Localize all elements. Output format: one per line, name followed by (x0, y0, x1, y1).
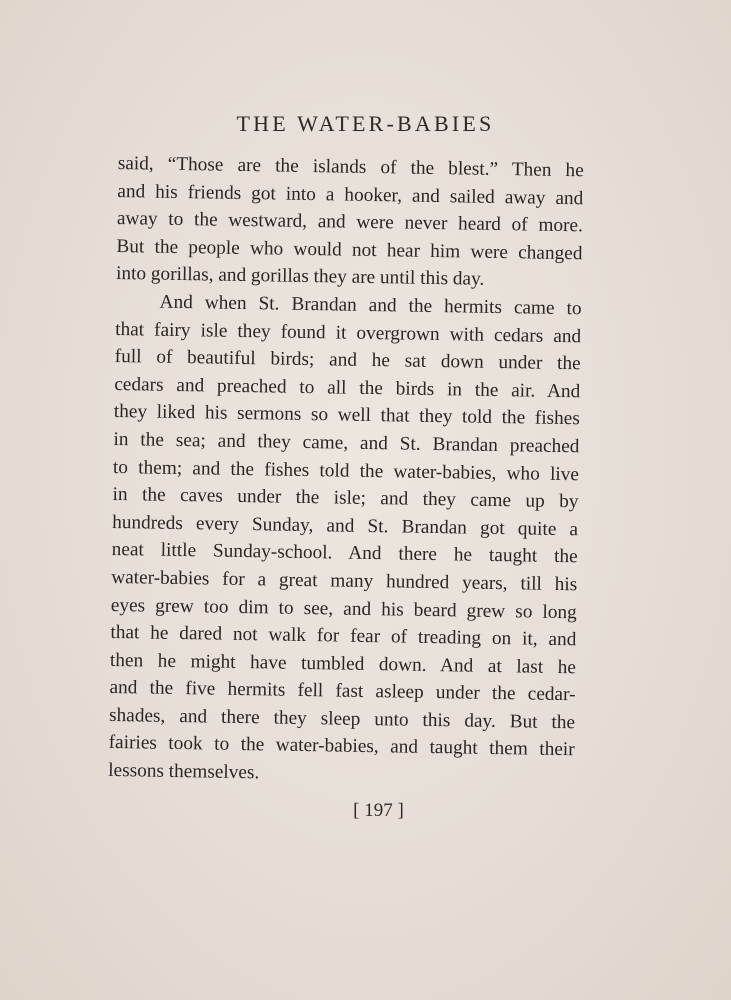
text-line: eyes grew too dim to see, and his beard grew so long (110, 594, 577, 623)
text-line: into gorillas, and gorillas they are until this day. (115, 263, 485, 291)
running-head: THE WATER-BABIES (236, 111, 495, 136)
text-line: away to the westward, and were never heard of more. (116, 208, 584, 237)
text-line: that fairy isle they found it overgrown with cedars and (115, 318, 582, 347)
text-line: cedars and preached to all the birds in the air. And (114, 373, 581, 403)
text-line: and his friends got into a hooker, and sailed away and (117, 180, 584, 209)
text-line: fairies took to the water-babies, and taught them their (108, 732, 575, 761)
body-text (108, 150, 584, 792)
text-line: in the sea; and they came, and St. Brandan preached (113, 428, 580, 458)
text-line: then he might have tumbled down. And at last he (109, 649, 577, 678)
text-line: in the caves under the isle; and they came up by (112, 484, 579, 513)
paragraph-start-line: And when St. Brandan and the hermits came to (159, 291, 582, 320)
text-line: lessons themselves. (108, 759, 260, 784)
text-line: hundreds every Sunday, and St. Brandan got quite a (111, 511, 579, 540)
text-line: neat little Sunday-school. And there he taught the (111, 539, 578, 568)
text-line: full of beautiful birds; and he sat down under the (114, 346, 581, 375)
text-line: But the people who would not hear him were changed (116, 235, 583, 265)
text-line: water-babies for a great many hundred years, till his (111, 566, 578, 596)
text-line: they liked his sermons so well that they told the fishes (113, 401, 580, 430)
text-line: that he dared not walk for fear of treading on it, and (110, 622, 577, 651)
page-number: [ 197 ] (353, 800, 404, 821)
text-line: said, “Those are the islands of the blest.” Then he (117, 152, 584, 182)
text-line: to them; and the fishes told the water-babies, who live (112, 456, 580, 485)
text-line: and the five hermits fell fast asleep under the cedar- (109, 677, 576, 706)
text-line: shades, and there they sleep unto this day. But the (108, 704, 576, 734)
